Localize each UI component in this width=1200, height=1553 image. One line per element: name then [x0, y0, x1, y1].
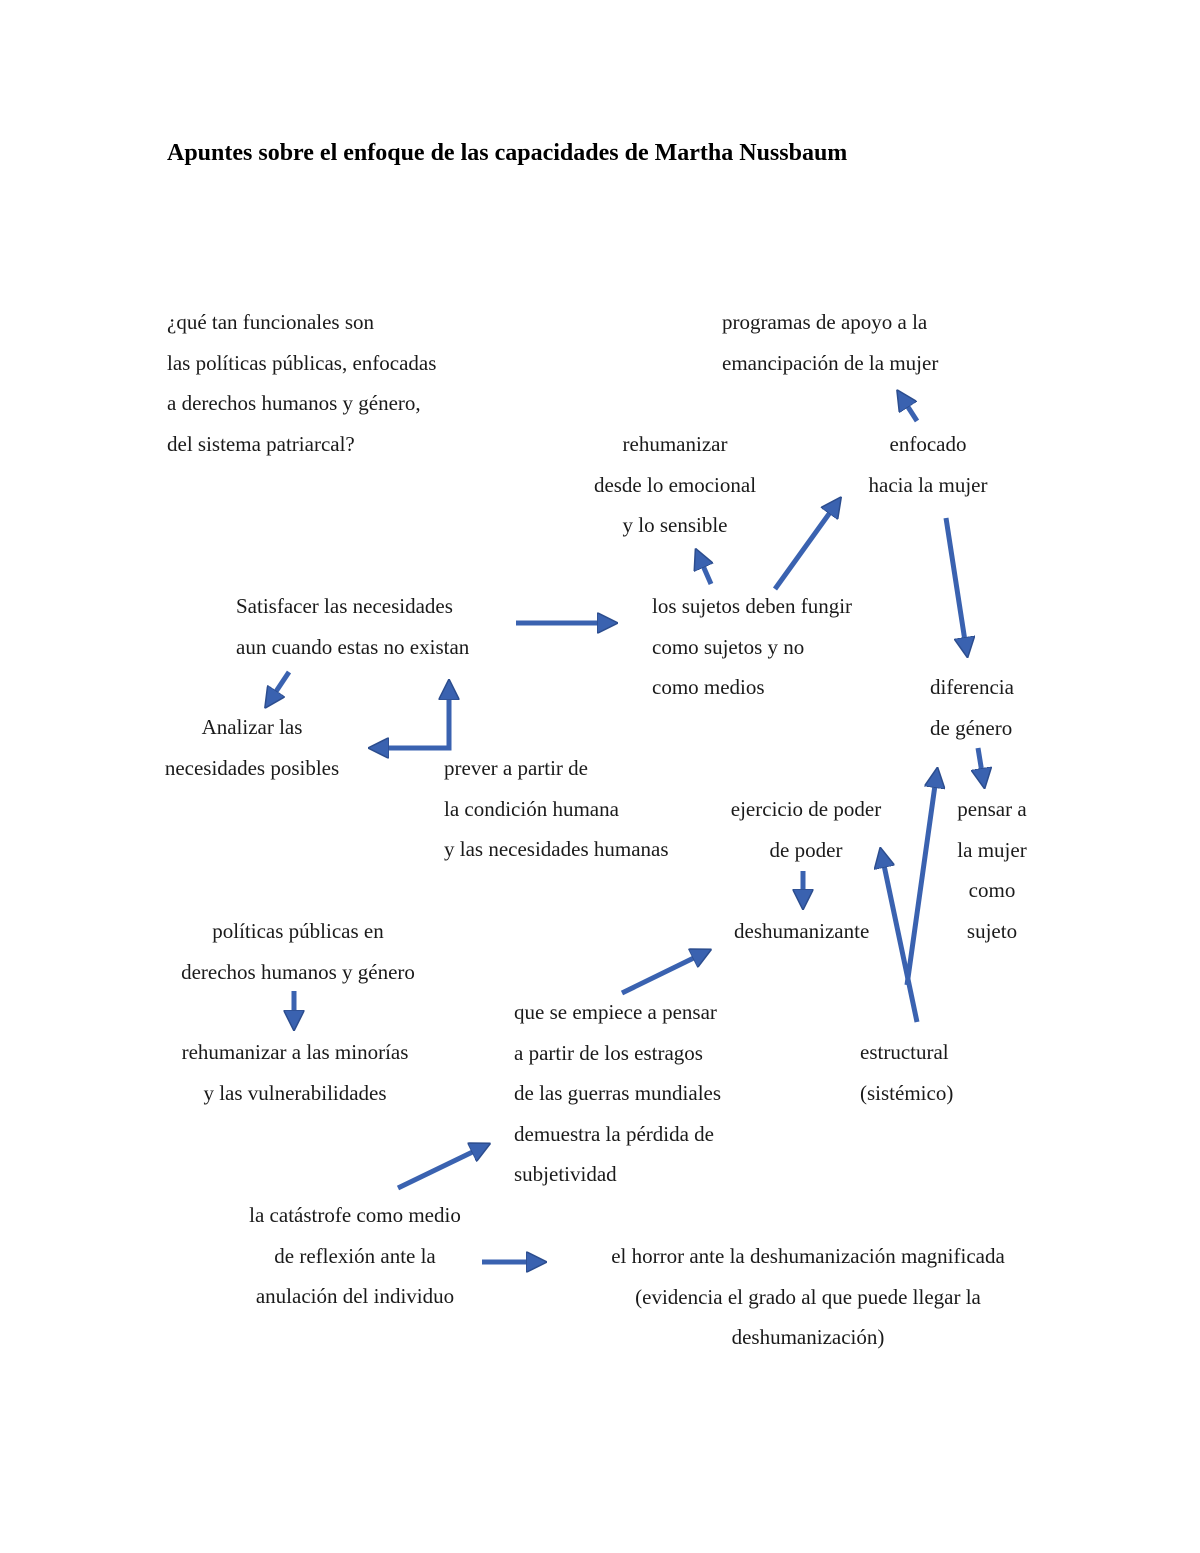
arrow-sujetos-to-enfocado [775, 500, 839, 589]
node-line: el horror ante la deshumanización magnificada [611, 1244, 1005, 1268]
node-line: rehumanizar a las minorías [181, 1040, 409, 1064]
node-analizar [160, 707, 344, 788]
node-diferencia [930, 667, 1014, 748]
node-line: estructural [860, 1040, 949, 1064]
node-satisfacer [236, 586, 469, 667]
arrow-diferencia-to-pensar [978, 748, 984, 785]
node-catastrofe [225, 1195, 485, 1317]
node-rehumanizar-minorias [160, 1032, 430, 1113]
node-line: desde lo emocional [593, 472, 757, 497]
node-line: la condición humana [444, 796, 619, 821]
node-line: (sistémico) [860, 1080, 954, 1105]
node-line: ejercicio de poder [730, 797, 882, 821]
node-line: programas de apoyo a la [722, 310, 928, 334]
node-line: aun cuando estas no existan [236, 634, 470, 659]
arrow-sujetos-to-rehumanizar [697, 552, 711, 584]
node-line: emancipación de la mujer [722, 350, 939, 375]
node-line: como sujetos y no [652, 634, 805, 659]
arrow-catastrofe-to-empiece [398, 1145, 487, 1188]
node-line: Analizar las [201, 715, 303, 739]
arrow-empiece-to-deshumanizante [622, 951, 708, 993]
node-line: hacia la mujer [868, 472, 988, 497]
arrow-prever-to-satisfacer [372, 683, 449, 748]
node-line: ¿qué tan funcionales son [167, 310, 375, 334]
node-line: rehumanizar [622, 432, 728, 456]
node-line: Satisfacer las necesidades [236, 594, 453, 618]
node-sujetos [652, 586, 852, 708]
node-estructural [860, 1032, 953, 1113]
node-line: demuestra la pérdida de [514, 1121, 714, 1146]
node-line: de género [930, 715, 1013, 740]
node-enfocado [852, 424, 1004, 505]
node-line: deshumanizante [734, 919, 870, 943]
node-line: deshumanización) [731, 1325, 885, 1350]
node-line: que se empiece a pensar [514, 1000, 717, 1024]
node-line: derechos humanos y género [181, 959, 415, 984]
node-line: diferencia [930, 675, 1014, 699]
node-line: a derechos humanos y género, [167, 391, 421, 416]
node-line: como [968, 878, 1016, 903]
arrow-satisfacer-to-analizar [267, 672, 289, 705]
arrow-estructural-to-diferencia [907, 771, 937, 985]
node-line: necesidades posibles [164, 755, 340, 780]
node-line: de reflexión ante la [274, 1243, 436, 1268]
node-line: de poder [769, 837, 843, 862]
node-line: y las necesidades humanas [444, 837, 669, 862]
node-rehumanizar-emocional [570, 424, 780, 546]
node-line: (evidencia el grado al que puede llegar la [635, 1284, 981, 1309]
node-ejercicio [714, 789, 898, 870]
node-pensar-mujer [940, 789, 1044, 951]
node-line: enfocado [889, 432, 967, 456]
node-empiece [514, 992, 721, 1195]
node-line: de las guerras mundiales [514, 1081, 722, 1106]
node-line: sujeto [966, 918, 1018, 943]
node-line: y lo sensible [622, 513, 728, 538]
node-politicas [160, 911, 436, 992]
node-line: pensar a [957, 797, 1027, 821]
node-line: las políticas públicas, enfocadas [167, 350, 437, 375]
arrow-enfocado-to-diferencia [946, 518, 967, 654]
node-line: subjetividad [514, 1162, 617, 1187]
node-deshumanizante [734, 911, 869, 952]
node-line: la catástrofe como medio [249, 1203, 461, 1227]
node-line: anulación del individuo [255, 1284, 455, 1309]
node-line: políticas públicas en [212, 919, 384, 943]
node-prever [444, 748, 669, 870]
node-line: prever a partir de [444, 756, 588, 780]
arrow-enfocado-to-programas [899, 393, 917, 421]
node-programas [722, 302, 938, 383]
node-line: a partir de los estragos [514, 1040, 703, 1065]
node-line: la mujer [957, 837, 1027, 862]
node-pregunta [167, 302, 436, 464]
node-line: del sistema patriarcal? [167, 431, 355, 456]
page-title: Apuntes sobre el enfoque de las capacidades de Martha Nussbaum [167, 140, 848, 166]
node-line: los sujetos deben fungir [652, 594, 853, 618]
node-line: como medios [652, 675, 765, 700]
node-horror [573, 1236, 1043, 1358]
node-line: y las vulnerabilidades [203, 1080, 387, 1105]
